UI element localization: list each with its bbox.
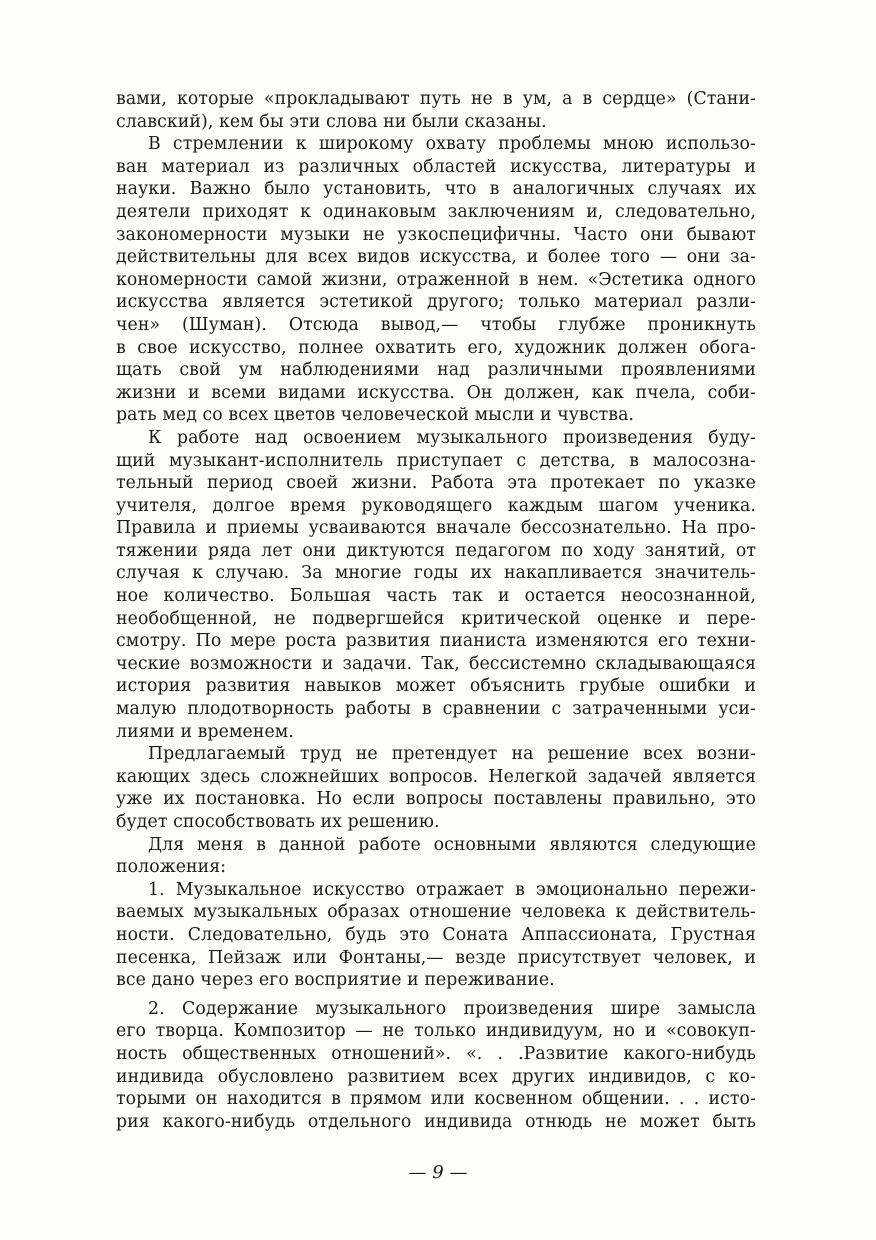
paragraph-7 — [116, 998, 756, 1134]
text-line: вами, которые «прокладывают путь не в ум, а в сердце» (Стани- — [116, 89, 756, 109]
text-line: кономерности самой жизни, отраженной в нем. «Эстетика одного — [116, 269, 756, 290]
text-line: малую плодотворность работы в сравнении с затраченными уси- — [116, 699, 756, 720]
text-line: щать свой ум наблюдениями над различными проявлениями — [116, 360, 756, 381]
paragraph-1 — [116, 88, 756, 133]
text-line: в свое искусство, полнее охватить его, художник должен обога- — [116, 337, 756, 358]
text-line: науки. Важно было установить, что в аналогичных случаях их — [116, 179, 756, 200]
body-text — [116, 88, 756, 1133]
text-line: ваемых музыкальных образах отношение человека к действитель- — [116, 902, 756, 923]
text-line: ческие возможности и задачи. Так, бессистемно складывающаяся — [116, 653, 756, 674]
text-line: чен» (Шуман). Отсюда вывод,— чтобы глубже проникнуть — [116, 314, 756, 335]
paragraph-5 — [116, 834, 756, 879]
text-line: история развития навыков может объяснить грубые ошибки и — [116, 676, 756, 697]
text-line: К работе над освоением музыкального произведения буду- — [148, 427, 756, 448]
text-line: все дано через его восприятие и переживание. — [116, 970, 555, 991]
paragraph-2 — [116, 133, 756, 427]
text-line: его творца. Композитор — не только индивидуум, но и «совокуп- — [116, 1021, 756, 1042]
text-line: 1. Музыкальное искусство отражает в эмоционально пережи- — [148, 879, 756, 900]
text-line: славский), кем бы эти слова ни были сказаны. — [116, 111, 547, 132]
text-line: ность общественных отношений». «. . .Развитие какого-нибудь — [116, 1043, 756, 1064]
text-line: рать мед со всех цветов человеческой мысли и чувства. — [116, 405, 635, 426]
text-line: закономерности музыки не узкоспецифичны. Часто они бывают — [116, 224, 756, 245]
text-line: 2. Содержание музыкального произведения шире замысла — [148, 998, 756, 1019]
text-line: положения: — [116, 857, 227, 878]
text-line: кающих здесь сложнейших вопросов. Нелегкой задачей является — [116, 766, 756, 787]
text-line: искусства является эстетикой другого; только материал разли- — [116, 292, 756, 313]
text-line: учителя, долгое время руководящего каждым шагом ученика. — [116, 495, 756, 516]
paragraph-3 — [116, 427, 756, 743]
text-line: индивида обусловлено развитием всех других индивидов, с ко- — [116, 1066, 756, 1087]
text-line: щий музыкант-исполнитель приступает с детства, в малосозна- — [116, 450, 756, 471]
text-line: деятели приходят к одинаковым заключениям и, следовательно, — [116, 201, 756, 222]
text-line: Предлагаемый труд не претендует на решение всех возни- — [148, 744, 756, 765]
text-line: ван материал из различных областей искусства, литературы и — [116, 156, 756, 177]
text-line: жизни и всеми видами искусства. Он должен, как пчела, соби- — [116, 382, 756, 403]
paragraph-4 — [116, 743, 756, 833]
text-line: песенка, Пейзаж или Фонтаны,— везде присутствует человек, и — [116, 947, 756, 968]
text-line: рия какого-нибудь отдельного индивида отнюдь не может быть — [116, 1111, 756, 1132]
paragraph-6 — [116, 879, 756, 992]
text-line: ности. Следовательно, будь это Соната Аппассионата, Грустная — [116, 924, 756, 945]
text-line: Для меня в данной работе основными являются следующие — [148, 834, 756, 855]
text-line: случая к случаю. За многие годы их накапливается значитель- — [116, 563, 756, 584]
text-line: необобщенной, не подвергшейся критической оценке и пере- — [116, 608, 756, 629]
text-line: будет способствовать их решению. — [116, 812, 440, 832]
page-number: — 9 — — [408, 1162, 468, 1183]
text-line: тяжении ряда лет они диктуются педагогом по ходу занятий, от — [116, 540, 756, 561]
text-line: действительны для всех видов искусства, и более того — они за- — [116, 247, 756, 268]
text-line: Правила и приемы усваиваются вначале бессознательно. На про- — [116, 518, 756, 539]
text-line: смотру. По мере роста развития пианиста изменяются его техни- — [116, 631, 756, 652]
text-line: уже их постановка. Но если вопросы поставлены правильно, это — [116, 789, 756, 810]
text-line: тельный период своей жизни. Работа эта протекает по указке — [116, 473, 756, 494]
text-line: ное количество. Большая часть так и остается неосознанной, — [116, 586, 756, 607]
text-line: торыми он находится в прямом или косвенном общении. . . исто- — [116, 1089, 756, 1110]
text-line: лиями и временем. — [116, 721, 294, 742]
text-line: В стремлении к широкому охвату проблемы мною использо- — [148, 134, 756, 155]
